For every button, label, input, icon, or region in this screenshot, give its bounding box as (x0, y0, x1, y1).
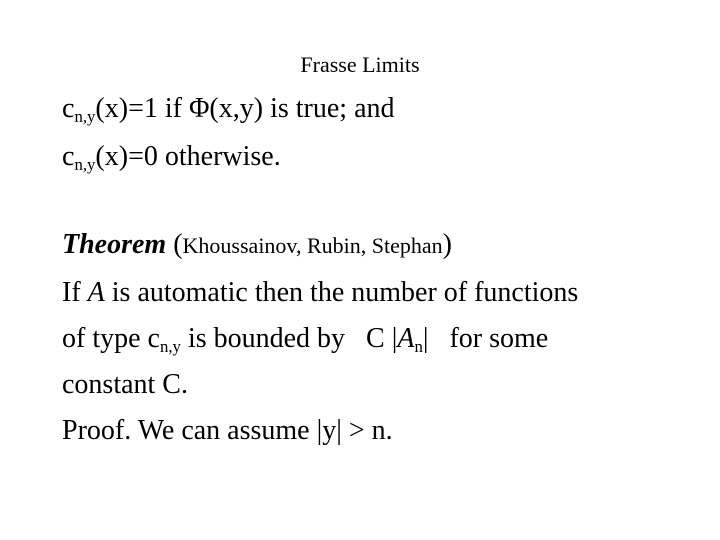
c-symbol: c (62, 93, 75, 124)
subscript-n-y: n,y (74, 107, 96, 127)
structure-a: A (397, 323, 415, 354)
close-paren: ) (442, 229, 452, 260)
theorem-text-pre: If (62, 277, 88, 308)
theorem-word: Theorem (62, 229, 167, 260)
structure-a: A (87, 277, 105, 308)
subscript-n-y: n,y (74, 155, 96, 175)
definition-line-1 (62, 92, 395, 126)
theorem-text-type: of type c (62, 323, 160, 354)
theorem-authors: Khoussainov, Rubin, Stephan (182, 233, 443, 258)
theorem-text-some: | for some (422, 323, 549, 354)
c-symbol: c (62, 141, 75, 172)
theorem-line-3: constant C. (62, 369, 188, 400)
theorem-heading (62, 228, 452, 263)
theorem-line-1 (62, 276, 578, 310)
slide-title: Frasse Limits (300, 52, 420, 77)
definition-line-2 (62, 140, 281, 174)
proof-line: Proof. We can assume |y| > n. (62, 415, 393, 446)
theorem-text-post: is automatic then the number of functions (104, 277, 579, 308)
theorem-line-2 (62, 322, 548, 356)
definition-text-1: (x)=1 if Φ(x,y) is true; and (95, 93, 395, 124)
subscript-n-y: n,y (159, 337, 181, 357)
open-paren: ( (166, 229, 183, 260)
definition-text-2: (x)=0 otherwise. (95, 141, 281, 172)
theorem-text-bound: is bounded by C | (180, 323, 398, 354)
subscript-n: n (414, 337, 423, 357)
